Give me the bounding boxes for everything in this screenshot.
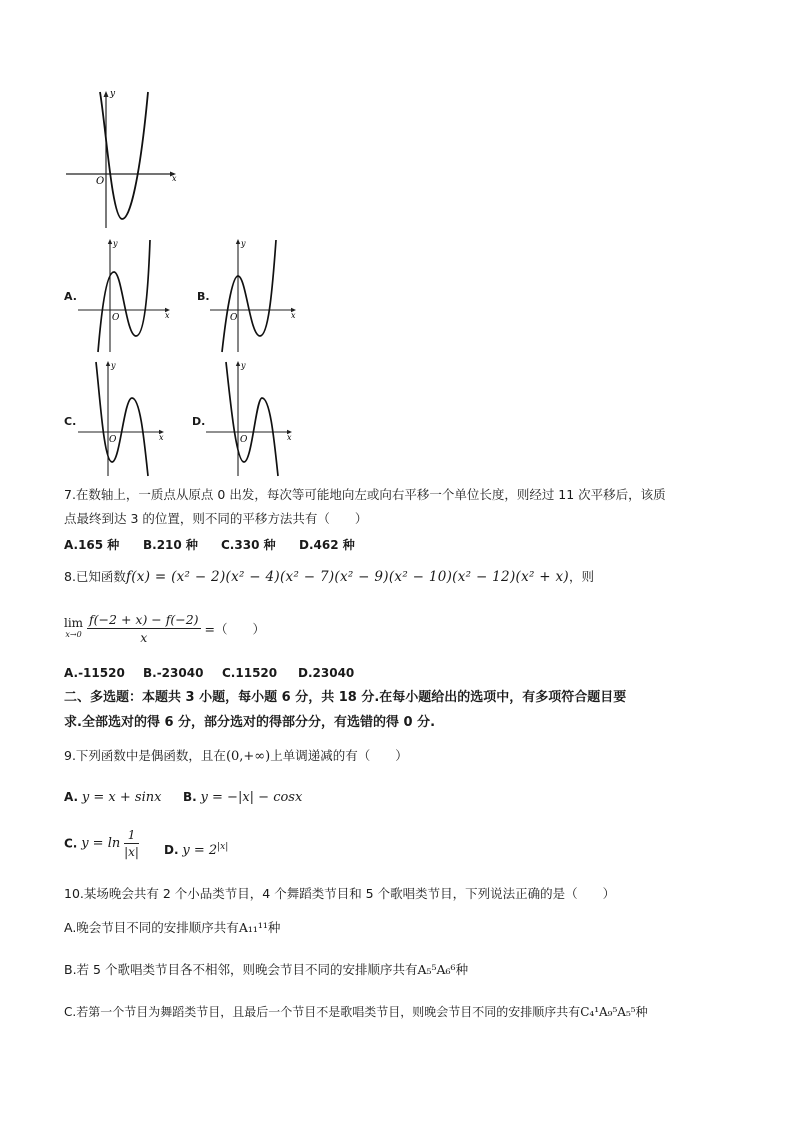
q9-option-a xyxy=(64,790,161,805)
svg-text:O: O xyxy=(112,313,120,323)
svg-text:O: O xyxy=(240,435,248,445)
q10-option-c xyxy=(64,1004,648,1020)
q10-option-c-text: C.若第一个节目为舞蹈类节目，且最后一个节目不是歌唱类节目，则晚会节目不同的安排顺序共有 xyxy=(64,1005,581,1019)
q9-option-b xyxy=(183,790,302,805)
q10-option-b-text: B.若 5 个歌唱类节目各不相邻，则晚会节目不同的安排顺序共有 xyxy=(64,962,418,977)
graph-option-d xyxy=(204,358,296,478)
section-2-line-2: 求.全部选对的得 6 分，部分选对的得部分分，有选错的得 0 分. xyxy=(64,715,436,730)
q8-option-d: D.23040 xyxy=(298,666,355,680)
graph-option-d-label: D. xyxy=(192,415,206,428)
q7-option-c: C.330 种 xyxy=(221,538,276,552)
q8-lim-sub: x→0 xyxy=(65,629,82,639)
q9-option-c-num: 1 xyxy=(124,828,139,844)
graph-option-a xyxy=(76,236,176,354)
q9-option-d-base: y = 2 xyxy=(182,843,218,858)
main-graph-curve xyxy=(100,92,148,219)
q10-option-a-math: A₁₁¹¹ xyxy=(238,920,268,935)
q9-interval: (0,+∞) xyxy=(225,749,271,764)
svg-text:x: x xyxy=(159,433,164,442)
svg-text:x: x xyxy=(291,311,296,320)
svg-text:O: O xyxy=(230,313,238,323)
q7-line-2: 点最终到达 3 的位置，则不同的平移方法共有（ ） xyxy=(64,511,368,526)
graph-option-b xyxy=(208,236,300,354)
q7-option-b: B.210 种 xyxy=(143,538,198,552)
q9-suffix: 上单调递减的有（ ） xyxy=(270,748,408,763)
main-graph-y-arrow xyxy=(104,91,109,97)
q10-option-a-end: 种 xyxy=(267,920,281,935)
q8-prefix: 8.已知函数 xyxy=(64,569,126,584)
svg-text:y: y xyxy=(111,361,116,370)
main-graph xyxy=(62,88,182,230)
main-graph-y-label: y xyxy=(110,89,116,99)
svg-text:O: O xyxy=(109,435,117,445)
q9-option-c-den: |x| xyxy=(124,845,139,859)
q9-option-b-label: B. xyxy=(183,790,197,804)
q8-denominator: x xyxy=(140,630,148,645)
q9-option-d xyxy=(164,842,228,858)
q8-tail: =（ ） xyxy=(204,621,266,637)
q8-option-c: C.11520 xyxy=(222,666,278,680)
q10-stem: 10.某场晚会共有 2 个小品类节目，4 个舞蹈类节目和 5 个歌唱类节目，下列说法正确的是（ ） xyxy=(64,886,616,901)
graph-option-b-label: B. xyxy=(197,290,210,303)
q9-option-d-label: D. xyxy=(164,843,179,857)
graph-option-b-curve xyxy=(222,240,276,352)
graph-option-c-label: C. xyxy=(64,415,77,428)
svg-text:y: y xyxy=(113,239,118,248)
graph-option-a-label: A. xyxy=(64,290,77,303)
q8-lim-word: lim xyxy=(64,615,84,630)
q7-line-1: 7.在数轴上，一质点从原点 0 出发，每次等可能地向左或向右平移一个单位长度，则经过 11 次平移后，该质 xyxy=(64,487,666,502)
graph-option-c-curve xyxy=(96,362,148,476)
q8-stem xyxy=(64,569,594,585)
q8-option-b: B.-23040 xyxy=(143,666,204,680)
q9-option-d-exp: |x| xyxy=(217,842,229,852)
q9-option-c-lhs: y = ln xyxy=(81,836,121,851)
q9-option-a-expr: y = x + sinx xyxy=(81,790,162,805)
q9-option-c xyxy=(64,828,139,859)
q10-option-c-math: C₄¹A₉⁵A₅⁵ xyxy=(580,1005,636,1019)
svg-text:x: x xyxy=(287,433,292,442)
main-graph-origin-label: O xyxy=(96,176,105,187)
q10-option-b-end: 种 xyxy=(455,962,469,977)
q9-option-b-expr: y = −|x| − cosx xyxy=(200,790,303,805)
q8-limit-expression xyxy=(64,612,265,645)
main-graph-x-label: x xyxy=(172,174,177,183)
svg-text:y: y xyxy=(241,361,246,370)
graph-option-c xyxy=(76,358,168,478)
q8-suffix: ，则 xyxy=(568,569,594,584)
q10-option-b-math: A₅⁵A₆⁶ xyxy=(417,962,456,977)
q7-option-a: A.165 种 xyxy=(64,538,120,552)
q8-function: f(x) = (x² − 2)(x² − 4)(x² − 7)(x² − 9)(x² − 10)(x² − 12)(x² + x) xyxy=(125,569,569,585)
q10-option-a-text: A.晚会节目不同的安排顺序共有 xyxy=(64,920,239,935)
svg-text:y: y xyxy=(241,239,246,248)
q7-option-d: D.462 种 xyxy=(299,538,355,552)
section-2-line-1: 二、多选题：本题共 3 小题，每小题 6 分，共 18 分.在每小题给出的选项中，有多项符合题目要 xyxy=(64,690,627,705)
q9-prefix: 9.下列函数中是偶函数，且在 xyxy=(64,748,226,763)
q10-option-b xyxy=(64,962,468,978)
svg-text:x: x xyxy=(165,311,170,320)
q8-option-a: A.-11520 xyxy=(64,666,125,680)
q8-numerator: f(−2 + x) − f(−2) xyxy=(89,612,199,627)
q9-stem xyxy=(64,748,408,765)
graph-option-a-curve xyxy=(98,240,150,352)
q10-option-a xyxy=(64,920,280,936)
q10-option-c-end: 种 xyxy=(635,1005,648,1019)
graph-option-d-curve xyxy=(226,362,278,476)
q9-option-c-label: C. xyxy=(64,836,78,851)
q9-option-a-label: A. xyxy=(64,790,79,804)
